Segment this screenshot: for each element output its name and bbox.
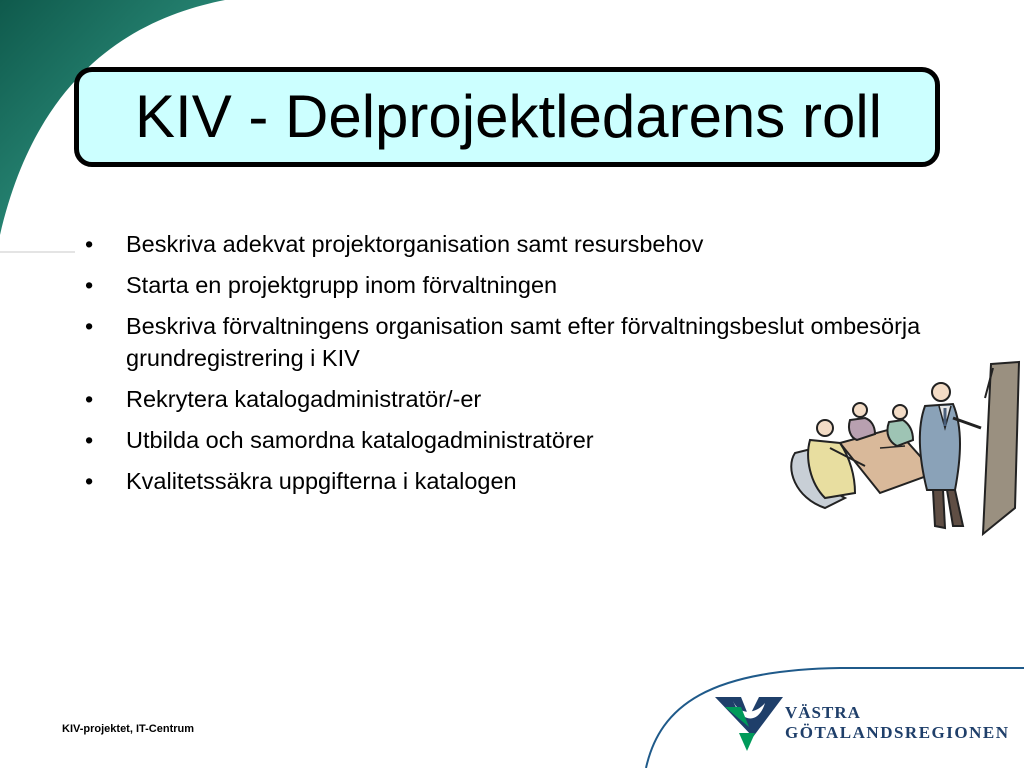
bullet-marker: • — [85, 468, 94, 494]
bullet-marker: • — [85, 386, 94, 412]
bullet-text: Beskriva adekvat projektorganisation samt resursbehov — [126, 231, 704, 257]
bullet-marker: • — [85, 427, 94, 453]
bullet-marker: • — [85, 272, 94, 298]
meeting-clipart — [785, 358, 1024, 538]
bullet-marker: • — [85, 313, 94, 339]
footer-text: KIV-projektet, IT-Centrum — [62, 723, 195, 735]
logo-wordmark — [785, 703, 1010, 743]
bullet-item — [85, 228, 965, 260]
slide-title: KIV - Delprojektledarens roll — [135, 83, 882, 150]
bullet-text: Kvalitetssäkra uppgifterna i katalogen — [126, 468, 517, 494]
bullet-text: Utbilda och samordna katalogadministratörer — [126, 427, 594, 453]
bullet-marker: • — [85, 231, 94, 257]
bullet-text: Beskriva förvaltningens organisation samt efter förvaltningsbeslut ombesörja grundregistrering i KIV — [126, 313, 921, 371]
logo-line1: VÄSTRA — [785, 703, 861, 722]
bullet-text: Starta en projektgrupp inom förvaltningen — [126, 272, 558, 298]
vastra-gotalandsregionen-logo-icon — [715, 693, 785, 753]
bullet-text: Rekrytera katalogadministratör/-er — [126, 386, 482, 412]
logo-line2: GÖTALANDSREGIONEN — [785, 723, 1010, 742]
bullet-item — [85, 269, 965, 301]
title-box — [74, 67, 940, 167]
